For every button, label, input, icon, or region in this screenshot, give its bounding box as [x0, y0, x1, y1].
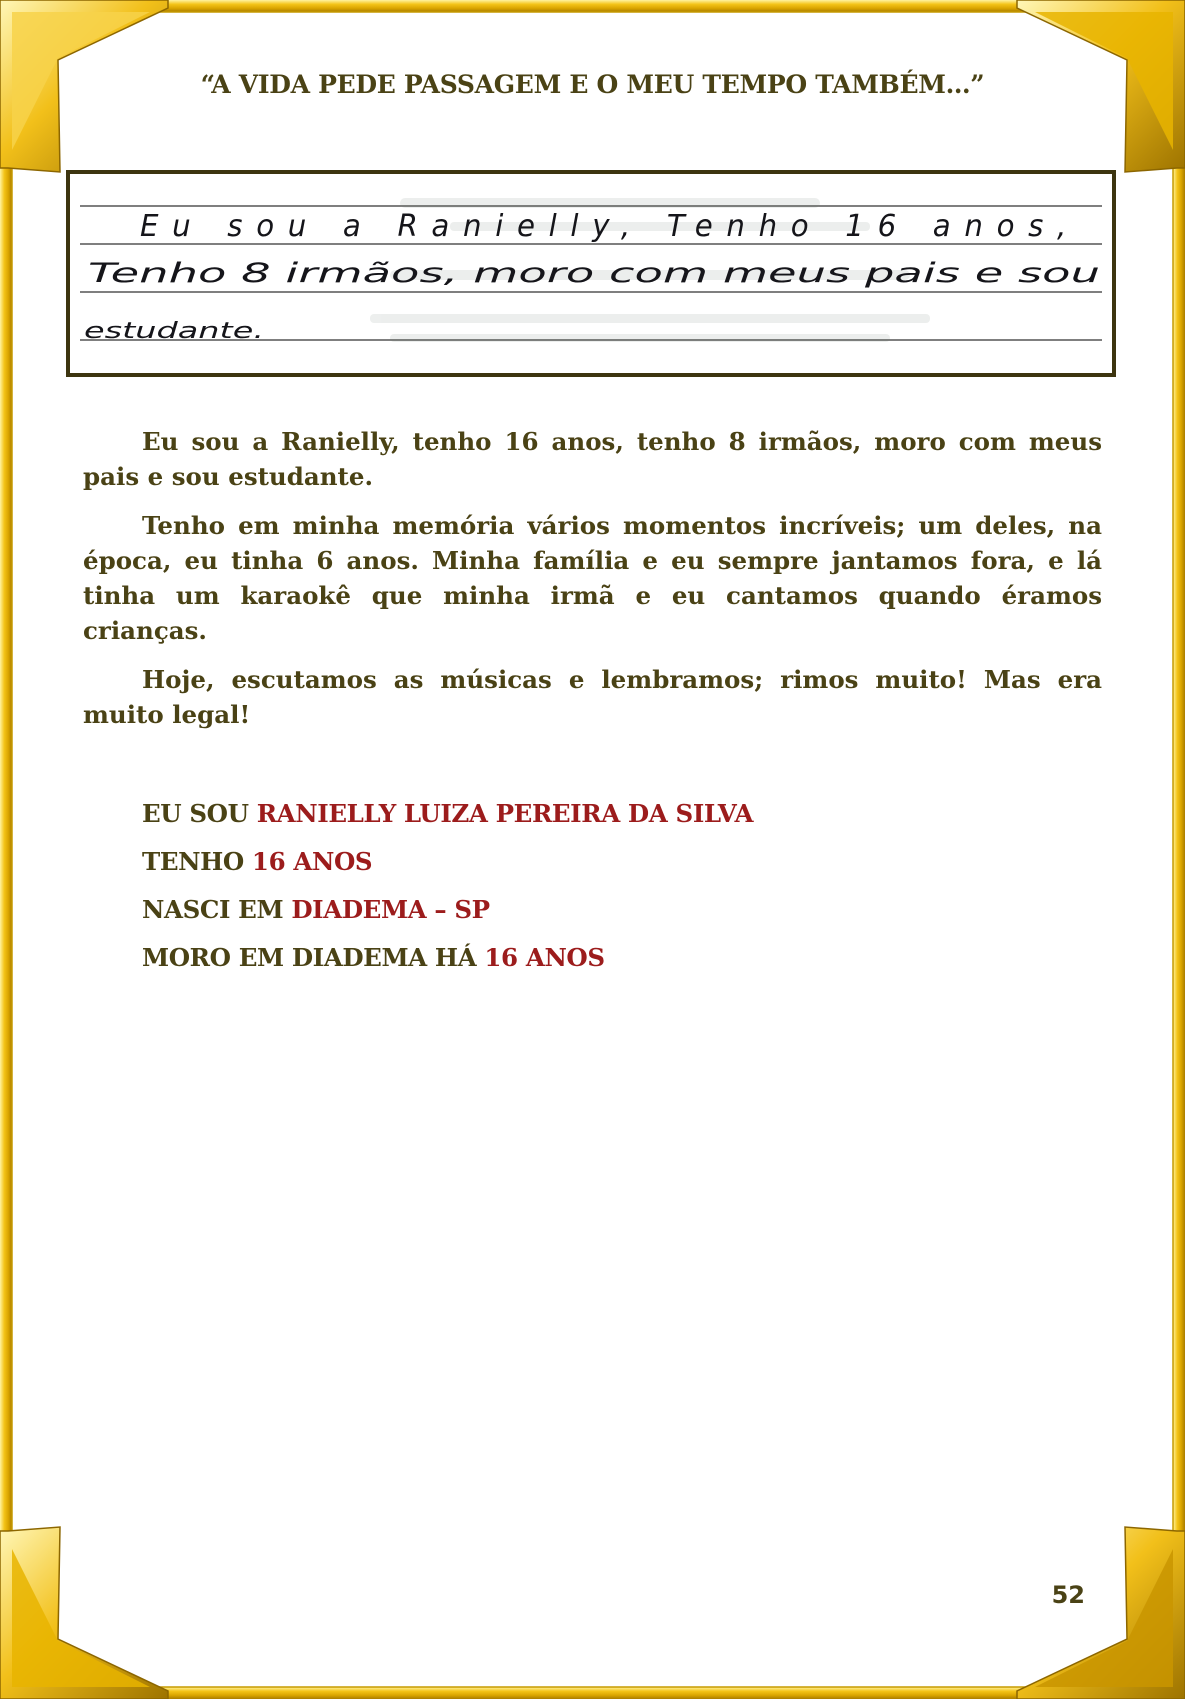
handwritten-line-2: Tenho 8 irmãos, moro com meus pais e sou — [88, 258, 1100, 289]
handwritten-note-box — [66, 170, 1116, 377]
paragraph-2: Tenho em minha memória vários momentos incríveis; um deles, na época, eu tinha 6 anos. Minha família e eu sempre jantamos fora, e lá tinha um karaokê que minha irmã e eu cantamos quando éramos crianças. — [83, 511, 1102, 645]
paragraph-3: Hoje, escutamos as músicas e lembramos; rimos muito! Mas era muito legal! — [83, 665, 1102, 729]
handwritten-line-1: Eu sou a Ranielly, Tenho 16 anos, — [140, 209, 1080, 244]
fact-birthplace — [142, 886, 753, 934]
handwritten-line-3: estudante. — [84, 319, 264, 344]
fact-residence — [142, 934, 753, 982]
fact-age-value: 16 ANOS — [251, 847, 373, 876]
page-number: 52 — [1051, 1581, 1085, 1609]
author-facts — [142, 790, 753, 982]
fact-name — [142, 790, 753, 838]
fact-name-value: RANIELLY LUIZA PEREIRA DA SILVA — [256, 799, 754, 828]
story-text — [83, 424, 1102, 746]
fact-birthplace-label: NASCI EM — [142, 895, 292, 924]
fact-name-label: EU SOU — [142, 799, 257, 828]
fact-residence-label: MORO EM DIADEMA HÁ — [142, 943, 485, 972]
fact-residence-value: 16 ANOS — [484, 943, 605, 972]
handwritten-note — [70, 174, 1112, 373]
page-title: “A VIDA PEDE PASSAGEM E O MEU TEMPO TAMBÉM…” — [200, 70, 985, 99]
fact-birthplace-value: DIADEMA – SP — [291, 895, 490, 924]
fact-age-label: TENHO — [142, 847, 252, 876]
fact-age — [142, 838, 753, 886]
paragraph-1: Eu sou a Ranielly, tenho 16 anos, tenho 8 irmãos, moro com meus pais e sou estudante. — [83, 427, 1102, 491]
